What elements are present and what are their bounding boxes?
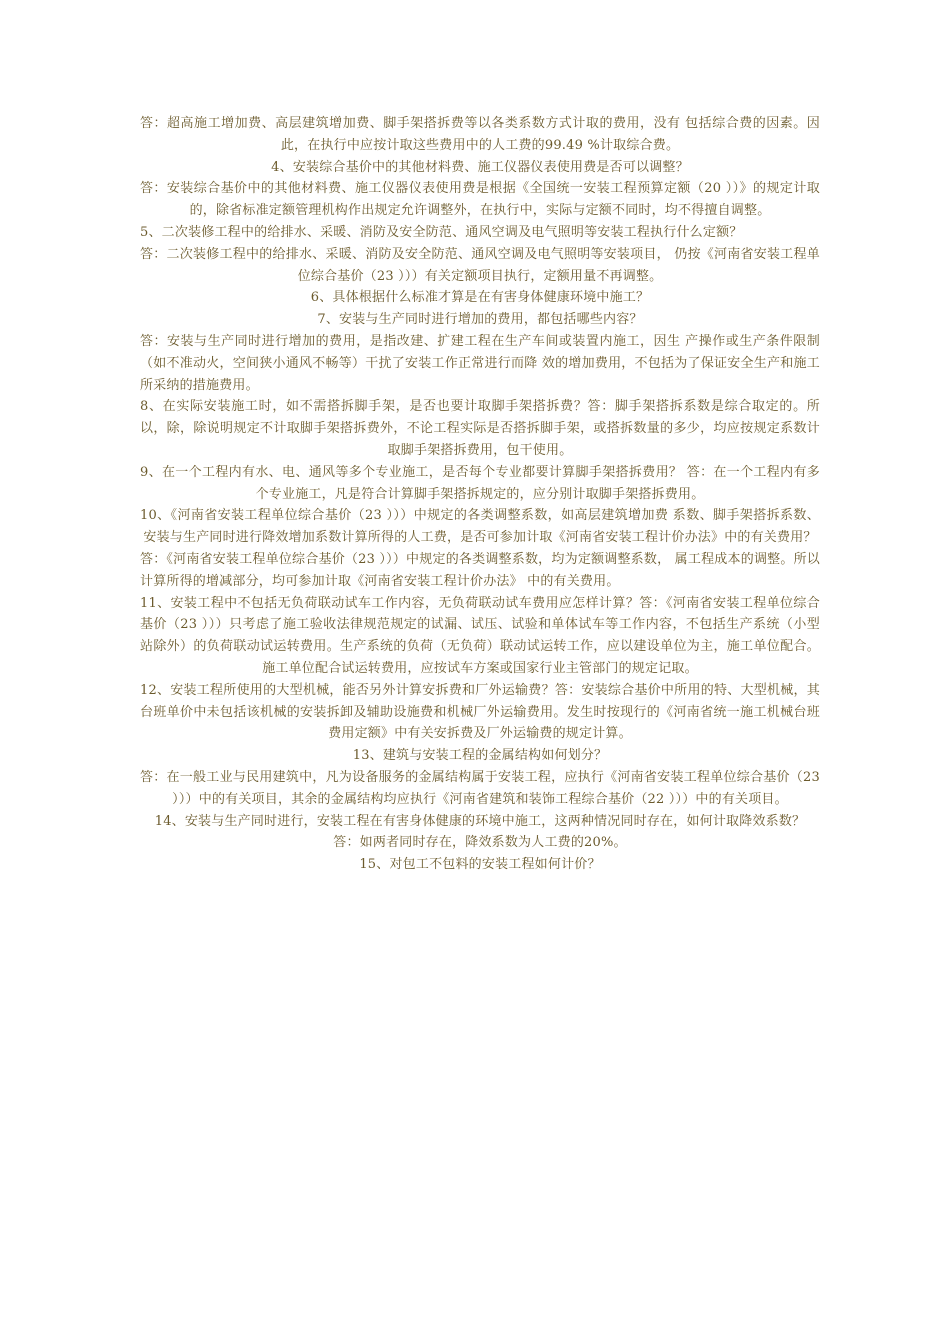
question-7: 7、安装与生产同时进行增加的费用，都包括哪些内容？ [317,312,643,328]
answer-5: 答：二次装修工程中的给排水、采暖、消防及安全防范、通风空调及电气照明等安装项目， 仍按《河南省安装工程单位综合基价（23 ）））有关定额项目执行，定额用量不再调整。 [140,246,820,284]
question-5: 5、二次装修工程中的给排水、采暖、消防及安全防范、通风空调及电气照明等安装工程执行什么定额？ [140,224,743,240]
answer-13: 答：在一般工业与民用建筑中，凡为设备服务的金属结构属于安装工程，应执行《河南省安装工程单位综合基价（23 ）））中的有关项目，其余的金属结构均应执行《河南省建筑和装饰工程综合基价（22 ）））中的有关项目。 [140,769,820,807]
question-13: 13、建筑与安装工程的金属结构如何划分？ [352,748,608,764]
answer-3: 答：超高施工增加费、高层建筑增加费、脚手架搭拆费等以各类系数方式计取的费用，没有 包括综合费的因素。因此，在执行中应按计取这些费用中的人工费的99.49 %计取综合费。 [140,116,820,153]
question-answer-8: 8、在实际安装施工时，如不需搭拆脚手架，是否也要计取脚手架搭拆费？答：脚手架搭拆系数是综合取定的。所以，除，除说明规定不计取脚手架搭拆费外，不论工程实际是否搭拆脚手架，或搭拆数量的多少，均应按规定系数计取脚手架搭拆费用，包干使用。 [140,399,820,458]
question-14: 14、安装与生产同时进行，安装工程在有害身体健康的环境中施工，这两种情况同时存在，如何计取降效系数？ [154,813,806,829]
question-answer-11: 11、安装工程中不包括无负荷联动试车工作内容，无负荷联动试车费用应怎样计算？答：《河南省安装工程单位综合基价（23 ）））只考虑了施工验收法律规范规定的试漏、试压、试验和单体试车等工作内容，不包括生产系统（小型站除外）的负荷联动试运转费用。生产系统的负荷（无负荷）联动试运转工作，应以建设单位为主，施工单位配合。施工单位配合试运转费用，应按试车方案或国家行业主管部门的规定记取。 [140,595,820,676]
answer-10: 答：《河南省安装工程单位综合基价（23 ）））中规定的各类调整系数，均为定额调整系数， 属工程成本的调整。所以计算所得的增减部分，均可参加计取《河南省安装工程计价办法》 中的有关费用。 [140,551,820,589]
question-10: 10、《河南省安装工程单位综合基价（23 ）））中规定的各类调整系数，如高层建筑增加费 系数、脚手架搭拆系数、安装与生产同时进行降效增加系数计算所得的人工费，是否可参加计取《河南省安装工程计价办法》中的有关费用？ [140,508,820,546]
question-15: 15、对包工不包料的安装工程如何计价？ [359,857,601,873]
question-6: 6、具体根据什么标准才算是在有害身体健康环境中施工？ [310,290,650,306]
answer-14: 答：如两者同时存在，降效系数为人工费的20%。 [333,835,627,851]
question-4: 4、安装综合基价中的其他材料费、施工仪器仪表使用费是否可以调整？ [271,159,689,175]
answer-7: 答：安装与生产同时进行增加的费用，是指改建、扩建工程在生产车间或装置内施工，因生 产操作或生产条件限制（如不准动火，空间狭小通风不畅等）干扰了安装工作正常进行而降 效的增加费用，不包括为了保证安全生产和施工所采纳的措施费用。 [140,333,820,393]
answer-4: 答：安装综合基价中的其他材料费、施工仪器仪表使用费是根据《全国统一安装工程预算定额（20 ））》的规定计取的，除省标准定额管理机构作出规定允许调整外，在执行中，实际与定额不同时，均不得擅自调整。 [140,181,820,219]
question-answer-12: 12、安装工程所使用的大型机械，能否另外计算安拆费和厂外运输费？答：安装综合基价中所用的特、大型机械，其台班单价中未包括该机械的安装拆卸及辅助设施费和机械厂外运输费用。发生时按现行的《河南省统一施工机械台班费用定额》中有关安拆费及厂外运输费的规定计算。 [140,682,820,742]
question-answer-9: 9、在一个工程内有水、电、通风等多个专业施工，是否每个专业都要计算脚手架搭拆费用？ 答：在一个工程内有多个专业施工，凡是符合计算脚手架搭拆规定的，应分别计取脚手架搭拆费用。 [140,464,820,502]
document-body [140,113,820,876]
